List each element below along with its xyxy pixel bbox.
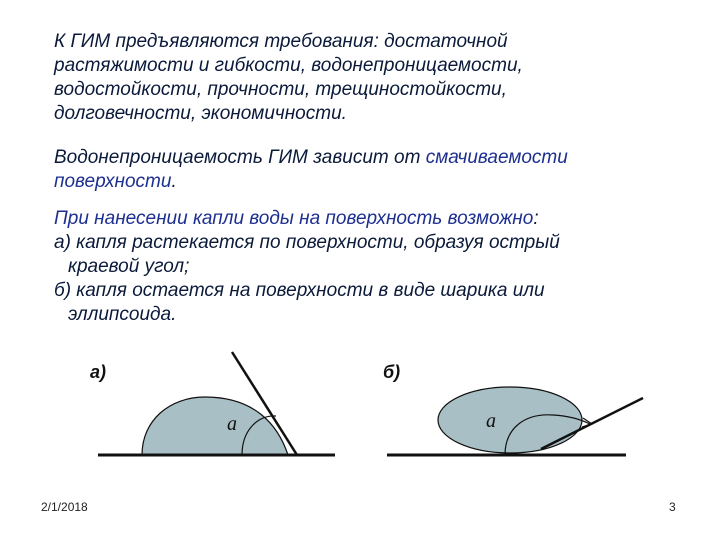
- requirements-line-2: растяжимости и гибкости, водонепроницаемости,: [54, 55, 523, 76]
- footer-page-number: 3: [669, 500, 676, 514]
- droplet-line-4: б) капля остается на поверхности в виде шарика или: [54, 280, 545, 301]
- droplet-b: [438, 387, 582, 453]
- waterproofness-line-1: Водонепроницаемость ГИМ зависит от смачиваемости: [54, 147, 568, 168]
- surface-term: поверхности: [54, 171, 172, 192]
- figure-a-label: а): [90, 362, 107, 382]
- requirements-line-1: К ГИМ предъявляются требования: достаточной: [54, 31, 508, 52]
- waterproofness-line-2: поверхности.: [54, 171, 177, 192]
- requirements-line-3: водостойкости, прочности, трещиностойкости,: [54, 79, 507, 100]
- angle-symbol-a: a: [227, 413, 237, 435]
- wettability-term: смачиваемости: [425, 147, 568, 168]
- droplet-line-2: а) капля растекается по поверхности, образуя острый: [54, 232, 560, 253]
- footer-date: 2/1/2018: [41, 500, 88, 514]
- droplet-line-1: При нанесении капли воды на поверхность возможно:: [54, 208, 539, 229]
- droplet-line-5: эллипсоида.: [68, 304, 177, 325]
- figure-b-label: б): [383, 362, 401, 382]
- angle-symbol-b: a: [486, 410, 496, 432]
- droplet-line-3: краевой угол;: [68, 256, 190, 277]
- requirements-line-4: долговечности, экономичности.: [54, 103, 347, 124]
